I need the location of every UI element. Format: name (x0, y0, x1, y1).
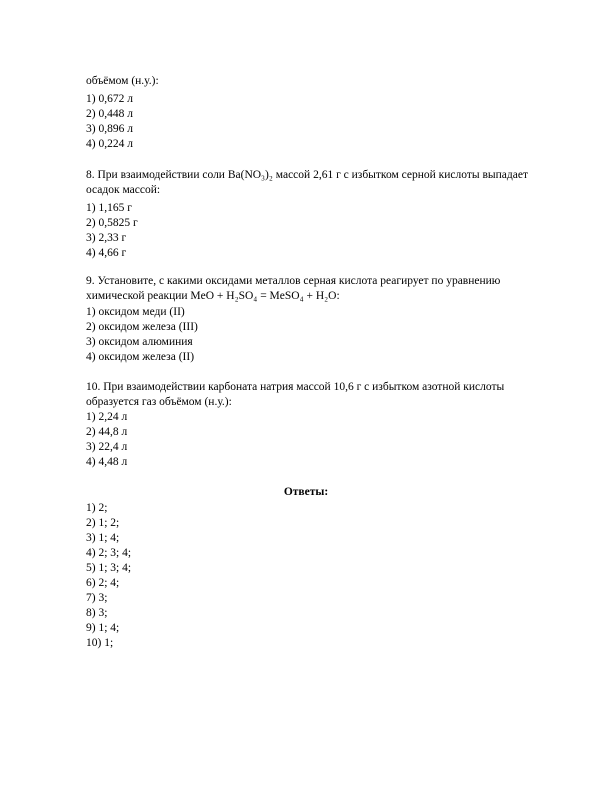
answers-title: Ответы: (283, 486, 329, 498)
question-text-line-1: 8. При взаимодействии соли Ba(NO₃)₂ массой 2,61 г с избытком серной кислоты выпадает (86, 169, 528, 181)
answer-item: 6) 2; 4; (86, 577, 120, 589)
option-3: 3) оксидом алюминия (86, 336, 193, 348)
answer-item: 10) 1; (86, 637, 114, 649)
option-4: 4) оксидом железа (II) (86, 351, 195, 363)
option-4: 4) 0,224 л (86, 138, 133, 150)
question-text-line-1: 10. При взаимодействии карбоната натрия массой 10,6 г с избытком азотной кислоты (86, 381, 505, 393)
answer-item: 2) 1; 2; (86, 517, 120, 529)
question-text-line-1: 9. Установите, с какими оксидами металлов серная кислота реагирует по уравнению (86, 275, 501, 287)
option-1: 1) 2,24 л (86, 411, 128, 423)
option-2: 2) 44,8 л (86, 426, 128, 438)
answer-item: 9) 1; 4; (86, 622, 120, 634)
answers-list (86, 501, 546, 651)
question-7-tail (86, 74, 546, 152)
question-text: объёмом (н.у.): (86, 75, 159, 87)
option-3: 3) 0,896 л (86, 123, 133, 135)
option-3: 3) 2,33 г (86, 232, 127, 244)
option-1: 1) оксидом меди (II) (86, 306, 185, 318)
option-4: 4) 4,48 л (86, 456, 128, 468)
question-9 (86, 274, 546, 365)
question-10 (86, 380, 546, 470)
question-8 (86, 168, 546, 261)
option-2: 2) 0,5825 г (86, 217, 138, 229)
answer-item: 8) 3; (86, 607, 108, 619)
option-4: 4) 4,66 г (86, 247, 127, 259)
option-1: 1) 0,672 л (86, 93, 133, 105)
answer-item: 3) 1; 4; (86, 532, 120, 544)
answer-item: 5) 1; 3; 4; (86, 562, 132, 574)
question-text-line-2: химической реакции MeO + H₂SO₄ = MeSO₄ + H₂O: (86, 290, 340, 302)
question-text-line-2: осадок массой: (86, 184, 161, 196)
answer-item: 7) 3; (86, 592, 108, 604)
question-text-line-2: образуется газ объёмом (н.у.): (86, 396, 232, 408)
answer-item: 4) 2; 3; 4; (86, 547, 132, 559)
option-2: 2) 0,448 л (86, 108, 133, 120)
option-1: 1) 1,165 г (86, 202, 132, 214)
option-3: 3) 22,4 л (86, 441, 128, 453)
option-2: 2) оксидом железа (III) (86, 321, 198, 333)
answer-item: 1) 2; (86, 502, 108, 514)
